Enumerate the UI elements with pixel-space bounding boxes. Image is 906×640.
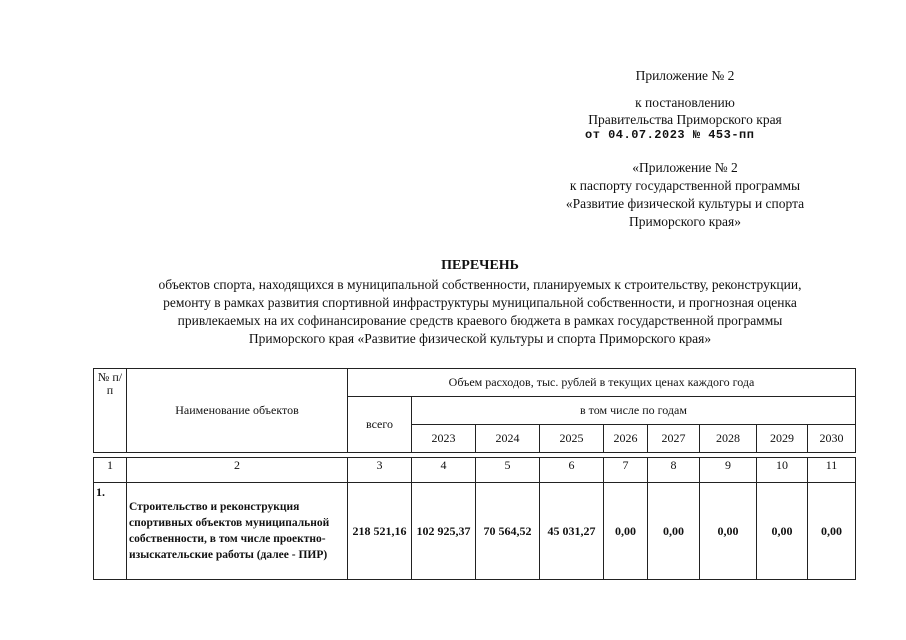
header-year-2026: 2026 <box>604 425 648 453</box>
col-number-2: 2 <box>127 458 348 483</box>
row-value-2024: 70 564,52 <box>476 483 540 580</box>
col-number-5: 5 <box>476 458 540 483</box>
approval-line-1: Приложение № 2 <box>635 68 735 83</box>
header-year-2028: 2028 <box>700 425 757 453</box>
title-line-4: Приморского края «Развитие физической культуры и спорта Приморского края» <box>248 331 712 346</box>
row-name: Строительство и реконструкция спортивных объектов муниципальной собственности, в том числе проектно-изыскательские работы (далее - ПИР) <box>127 483 348 580</box>
approval-line-2: к постановлению <box>635 95 735 110</box>
row-value-2030: 0,00 <box>808 483 856 580</box>
header-year-2029: 2029 <box>757 425 808 453</box>
title-line-1: объектов спорта, находящихся в муниципальной собственности, планируемых к строительству, реконструкции, <box>158 277 802 292</box>
col-number-4: 4 <box>412 458 476 483</box>
header-num <box>94 369 127 453</box>
row-value-2028: 0,00 <box>700 483 757 580</box>
header-by-years-label: в том числе по годам <box>580 403 687 417</box>
header-year-2024: 2024 <box>476 425 540 453</box>
col-number-10: 10 <box>757 458 808 483</box>
annex-line-2: к паспорту государственной программы <box>569 178 801 193</box>
header-name-label: Наименование объектов <box>175 403 299 417</box>
col-number-6: 6 <box>540 458 604 483</box>
title-line-3: привлекаемых на их софинансирование средств краевого бюджета в рамках государственной программы <box>177 313 783 328</box>
header-name <box>127 369 348 453</box>
annex-line-4: Приморского края» <box>629 214 741 229</box>
row-value-2027: 0,00 <box>648 483 700 580</box>
header-year-2027: 2027 <box>648 425 700 453</box>
header-total <box>348 397 412 453</box>
annex-line-1: «Приложение № 2 <box>632 160 738 175</box>
col-number-11: 11 <box>808 458 856 483</box>
col-number-3: 3 <box>348 458 412 483</box>
col-number-9: 9 <box>700 458 757 483</box>
header-year-2023: 2023 <box>412 425 476 453</box>
row-value-2026: 0,00 <box>604 483 648 580</box>
header-expenses-label: Объем расходов, тыс. рублей в текущих ценах каждого года <box>448 375 755 389</box>
col-number-7: 7 <box>604 458 648 483</box>
table-row <box>94 483 856 580</box>
col-number-1: 1 <box>94 458 127 483</box>
row-value-2025: 45 031,27 <box>540 483 604 580</box>
header-total-label: всего <box>365 417 394 431</box>
header-year-2030: 2030 <box>808 425 856 453</box>
annex-line-3: «Развитие физической культуры и спорта <box>565 196 805 211</box>
row-value-2023: 102 925,37 <box>412 483 476 580</box>
row-value-2029: 0,00 <box>757 483 808 580</box>
header-by-years <box>412 397 856 425</box>
title-line-2: ремонту в рамках развития спортивной инфраструктуры муниципальной собственности, и прогнозная оценка <box>163 295 797 310</box>
row-num: 1. <box>94 483 127 580</box>
header-num-label: № п/п <box>97 370 123 397</box>
objects-table <box>93 368 856 580</box>
approval-line-3: Правительства Приморского края <box>588 112 782 127</box>
row-total: 218 521,16 <box>348 483 412 580</box>
col-number-8: 8 <box>648 458 700 483</box>
header-year-2025: 2025 <box>540 425 604 453</box>
header-expenses <box>348 369 856 397</box>
approval-date-number: от 04.07.2023 № 453-пп <box>585 128 755 142</box>
document-heading: ПЕРЕЧЕНЬ <box>441 258 519 273</box>
